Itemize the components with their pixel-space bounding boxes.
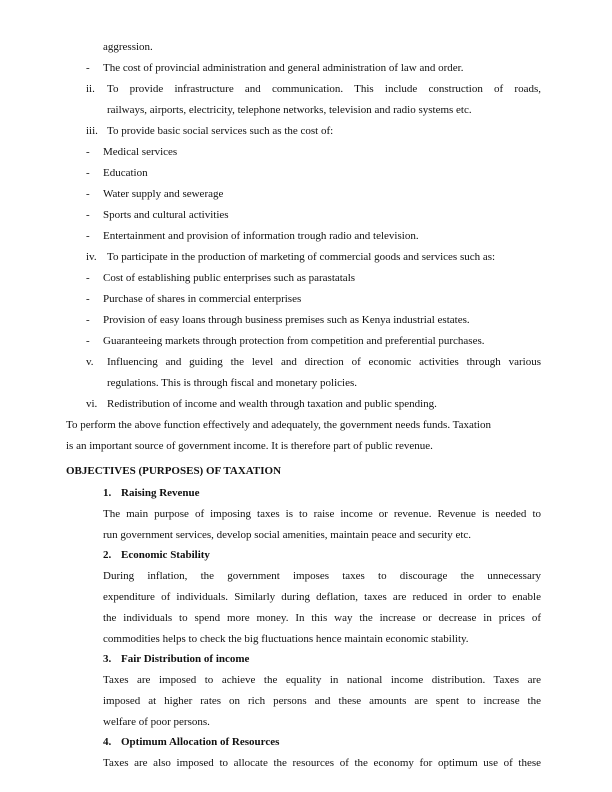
objective-title: Economic Stability <box>121 549 210 561</box>
objective-text: During inflation, the government imposes taxes to discourage the unnecessary <box>103 570 541 582</box>
commercial-item: Purchase of shares in commercial enterprises <box>103 293 302 305</box>
item-ii-line1: To provide infrastructure and communication. This include construction of roads, <box>107 83 541 95</box>
social-service-item: Medical services <box>103 146 178 158</box>
objective-title: Fair Distribution of income <box>121 653 250 665</box>
objective-number: 1. <box>103 487 112 499</box>
item-marker-iv: iv. <box>86 251 97 263</box>
objective-text: welfare of poor persons. <box>103 716 210 728</box>
bullet-marker: - <box>86 62 90 74</box>
section-heading: OBJECTIVES (PURPOSES) OF TAXATION <box>66 465 282 477</box>
bullet-marker: - <box>86 335 90 347</box>
summary-line2: is an important source of government income. It is therefore part of public revenue. <box>66 440 433 452</box>
social-service-item: Water supply and sewerage <box>103 188 224 200</box>
social-service-item: Sports and cultural activities <box>103 209 229 221</box>
bullet-marker: - <box>86 146 90 158</box>
item-marker-v: v. <box>86 356 94 368</box>
objective-text: the individuals to spend more money. In this way the increase or decrease in prices of <box>103 612 541 624</box>
bullet-marker: - <box>86 188 90 200</box>
social-service-item: Entertainment and provision of information trough radio and television. <box>103 230 419 242</box>
objective-text: Taxes are also imposed to allocate the resources of the economy for optimum use of these <box>103 757 541 769</box>
item-iii-text: To provide basic social services such as the cost of: <box>107 125 334 137</box>
bullet-text: The cost of provincial administration and general administration of law and order. <box>103 62 464 74</box>
item-ii-line2: railways, airports, electricity, telephone networks, television and radio systems etc. <box>107 104 472 116</box>
item-iv-text: To participate in the production of marketing of commercial goods and services such as: <box>107 251 496 263</box>
bullet-marker: - <box>86 167 90 179</box>
objective-text: Taxes are imposed to achieve the equality in national income distribution. Taxes are <box>103 674 541 686</box>
objective-number: 2. <box>103 549 112 561</box>
objective-text: commodities helps to check the big fluctuations hence maintain economic stability. <box>103 633 469 645</box>
summary-line1: To perform the above function effectively and adequately, the government needs funds. Taxation <box>66 419 491 431</box>
item-marker-iii: iii. <box>86 125 98 137</box>
commercial-item: Cost of establishing public enterprises such as parastatals <box>103 272 356 284</box>
item-v-line2: regulations. This is through fiscal and monetary policies. <box>107 377 357 389</box>
objective-text: imposed at higher rates on rich persons and these amounts are spent to increase the <box>103 695 541 707</box>
objective-text: The main purpose of imposing taxes is to raise income or revenue. Revenue is needed to <box>103 508 541 520</box>
objective-title: Optimum Allocation of Resources <box>121 736 280 748</box>
objective-title: Raising Revenue <box>121 487 200 499</box>
commercial-item: Guaranteeing markets through protection from competition and preferential purchases. <box>103 335 485 347</box>
commercial-item: Provision of easy loans through business premises such as Kenya industrial estates. <box>103 314 470 326</box>
bullet-marker: - <box>86 230 90 242</box>
item-marker-ii: ii. <box>86 83 95 95</box>
bullet-marker: - <box>86 293 90 305</box>
item-marker-vi: vi. <box>86 398 98 410</box>
continuation-text: aggression. <box>103 41 153 53</box>
objective-number: 4. <box>103 736 112 748</box>
bullet-marker: - <box>86 314 90 326</box>
item-vi-text: Redistribution of income and wealth through taxation and public spending. <box>107 398 437 410</box>
objective-text: run government services, develop social amenities, maintain peace and security etc. <box>103 529 472 541</box>
social-service-item: Education <box>103 167 148 179</box>
item-v-line1: Influencing and guiding the level and direction of economic activities through various <box>107 356 541 368</box>
bullet-marker: - <box>86 209 90 221</box>
bullet-marker: - <box>86 272 90 284</box>
objective-text: expenditure of individuals. Similarly during deflation, taxes are reduced in order to enable <box>103 591 541 603</box>
objective-number: 3. <box>103 653 112 665</box>
